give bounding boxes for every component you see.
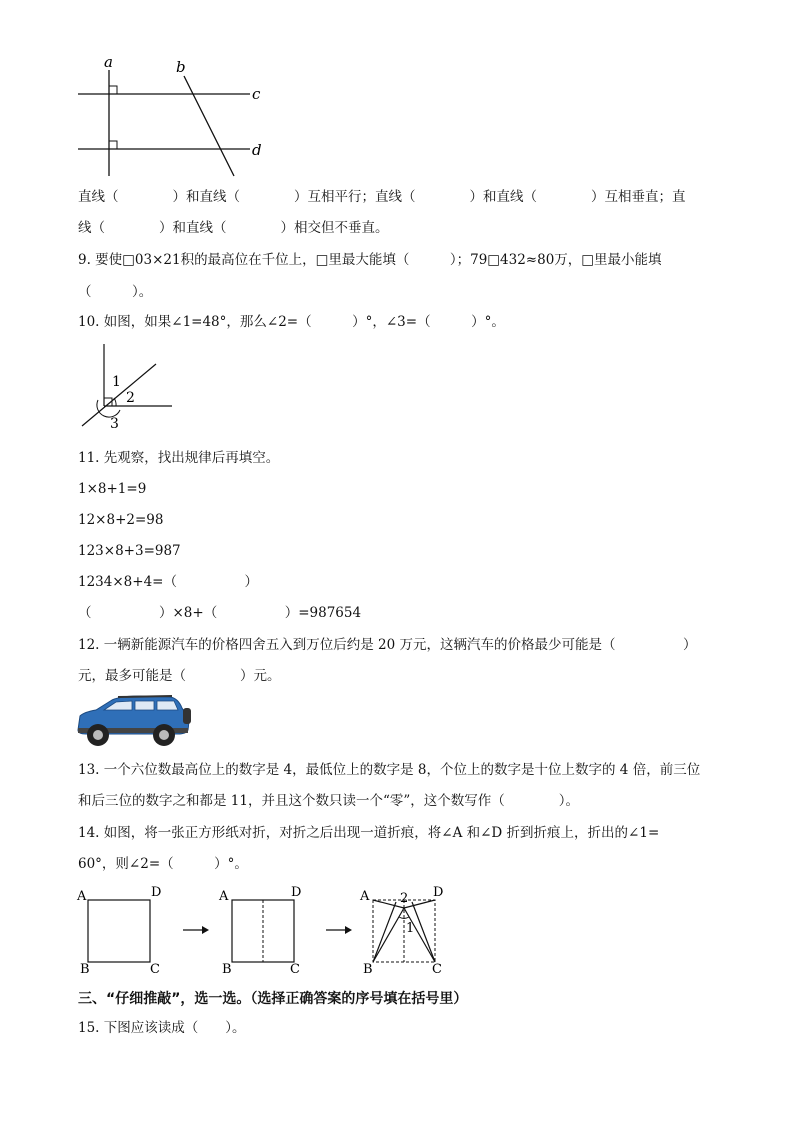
q11-eq1: 1×8+1=9 — [78, 481, 147, 497]
flap-left-bottom — [373, 902, 396, 962]
square-1 — [88, 900, 150, 962]
car-spare-tire — [183, 708, 191, 724]
fold-line-left — [373, 908, 404, 962]
q11-eq2: 12×8+2=98 — [78, 512, 164, 528]
angle-label-1: 1 — [112, 374, 121, 390]
q11-line1: 11. 先观察，找出规律后再填空。 — [78, 450, 280, 466]
arrow-1-head — [202, 926, 209, 934]
sq3-label-B: B — [363, 962, 373, 977]
section-3-heading: 三、“仔细推敲”，选一选。（选择正确答案的序号填在括号里） — [78, 991, 468, 1007]
sq1-label-D: D — [151, 885, 162, 900]
q11-eq5: （ ）×8+（ ）=987654 — [78, 605, 362, 621]
folding-figure — [76, 884, 476, 976]
label-c: c — [252, 85, 261, 103]
label-a: a — [104, 53, 113, 71]
q14-line1: 14. 如图，将一张正方形纸对折，对折之后出现一道折痕，将∠A 和∠D 折到折痕上，折出的∠1= — [78, 825, 660, 841]
sq2-label-A: A — [219, 889, 229, 904]
sq2-label-D: D — [291, 885, 302, 900]
q11-eq3: 123×8+3=987 — [78, 543, 181, 559]
car-window-rear — [157, 701, 178, 710]
q10-line1: 10. 如图，如果∠1=48°，那么∠2=（ ）°，∠3=（ ）°。 — [78, 314, 505, 330]
q13-line2: 和后三位的数字之和都是 11，并且这个数只读一个“零”，这个数写作（ ）。 — [78, 793, 580, 809]
label-b: b — [176, 58, 186, 76]
angle-arc-2 — [114, 398, 116, 406]
car-hub-front — [93, 730, 103, 740]
car-window-middle — [135, 701, 154, 710]
angle-arc-3 — [97, 400, 120, 417]
sq3-label-C: C — [432, 962, 442, 977]
label-d: d — [252, 141, 262, 159]
right-angle-mark-top — [109, 86, 117, 94]
sq1-label-B: B — [80, 962, 90, 977]
angle-label-2: 2 — [126, 390, 135, 406]
q15-line1: 15. 下图应该读成（ ）。 — [78, 1020, 246, 1036]
flap-right-bottom — [412, 902, 435, 962]
q8-line2: 线（ ）和直线（ ）相交但不垂直。 — [78, 220, 389, 236]
sq2-label-B: B — [222, 962, 232, 977]
q12-line1: 12. 一辆新能源汽车的价格四舍五入到万位后约是 20 万元，这辆汽车的价格最少可能是（ ） — [78, 637, 697, 653]
sq3-label-D: D — [433, 885, 444, 900]
flap-right-top — [404, 900, 435, 908]
angle-figure — [72, 342, 182, 432]
car-hub-rear — [159, 730, 169, 740]
sq2-label-C: C — [290, 962, 300, 977]
sq1-label-C: C — [150, 962, 160, 977]
sq1-label-A: A — [77, 889, 87, 904]
car-illustration — [74, 694, 194, 748]
angle-label-3: 3 — [110, 416, 119, 432]
q11-eq4: 1234×8+4=（ ） — [78, 574, 258, 590]
q12-line2: 元，最多可能是（ ）元。 — [78, 668, 281, 684]
lines-figure — [72, 52, 272, 182]
fold-label-2: 2 — [400, 891, 409, 906]
car-roof-rack — [118, 696, 172, 697]
arrow-2-head — [345, 926, 352, 934]
fold-label-1: 1 — [406, 921, 415, 936]
q9-line2: （ ）。 — [78, 284, 153, 300]
sq3-label-A: A — [360, 889, 370, 904]
right-angle-mark-bottom — [109, 141, 117, 149]
line-b — [184, 76, 234, 176]
q8-line1: 直线（ ）和直线（ ）互相平行；直线（ ）和直线（ ）互相垂直；直 — [78, 189, 686, 205]
q13-line1: 13. 一个六位数最高位上的数字是 4，最低位上的数字是 8，个位上的数字是十位上数字的 4 倍，前三位 — [78, 762, 701, 778]
q9-line1: 9. 要使□03×21积的最高位在千位上，□里最大能填（ ）；79□432≈80万，□里最小能填 — [78, 252, 662, 268]
q14-line2: 60°，则∠2=（ ）°。 — [78, 856, 248, 872]
